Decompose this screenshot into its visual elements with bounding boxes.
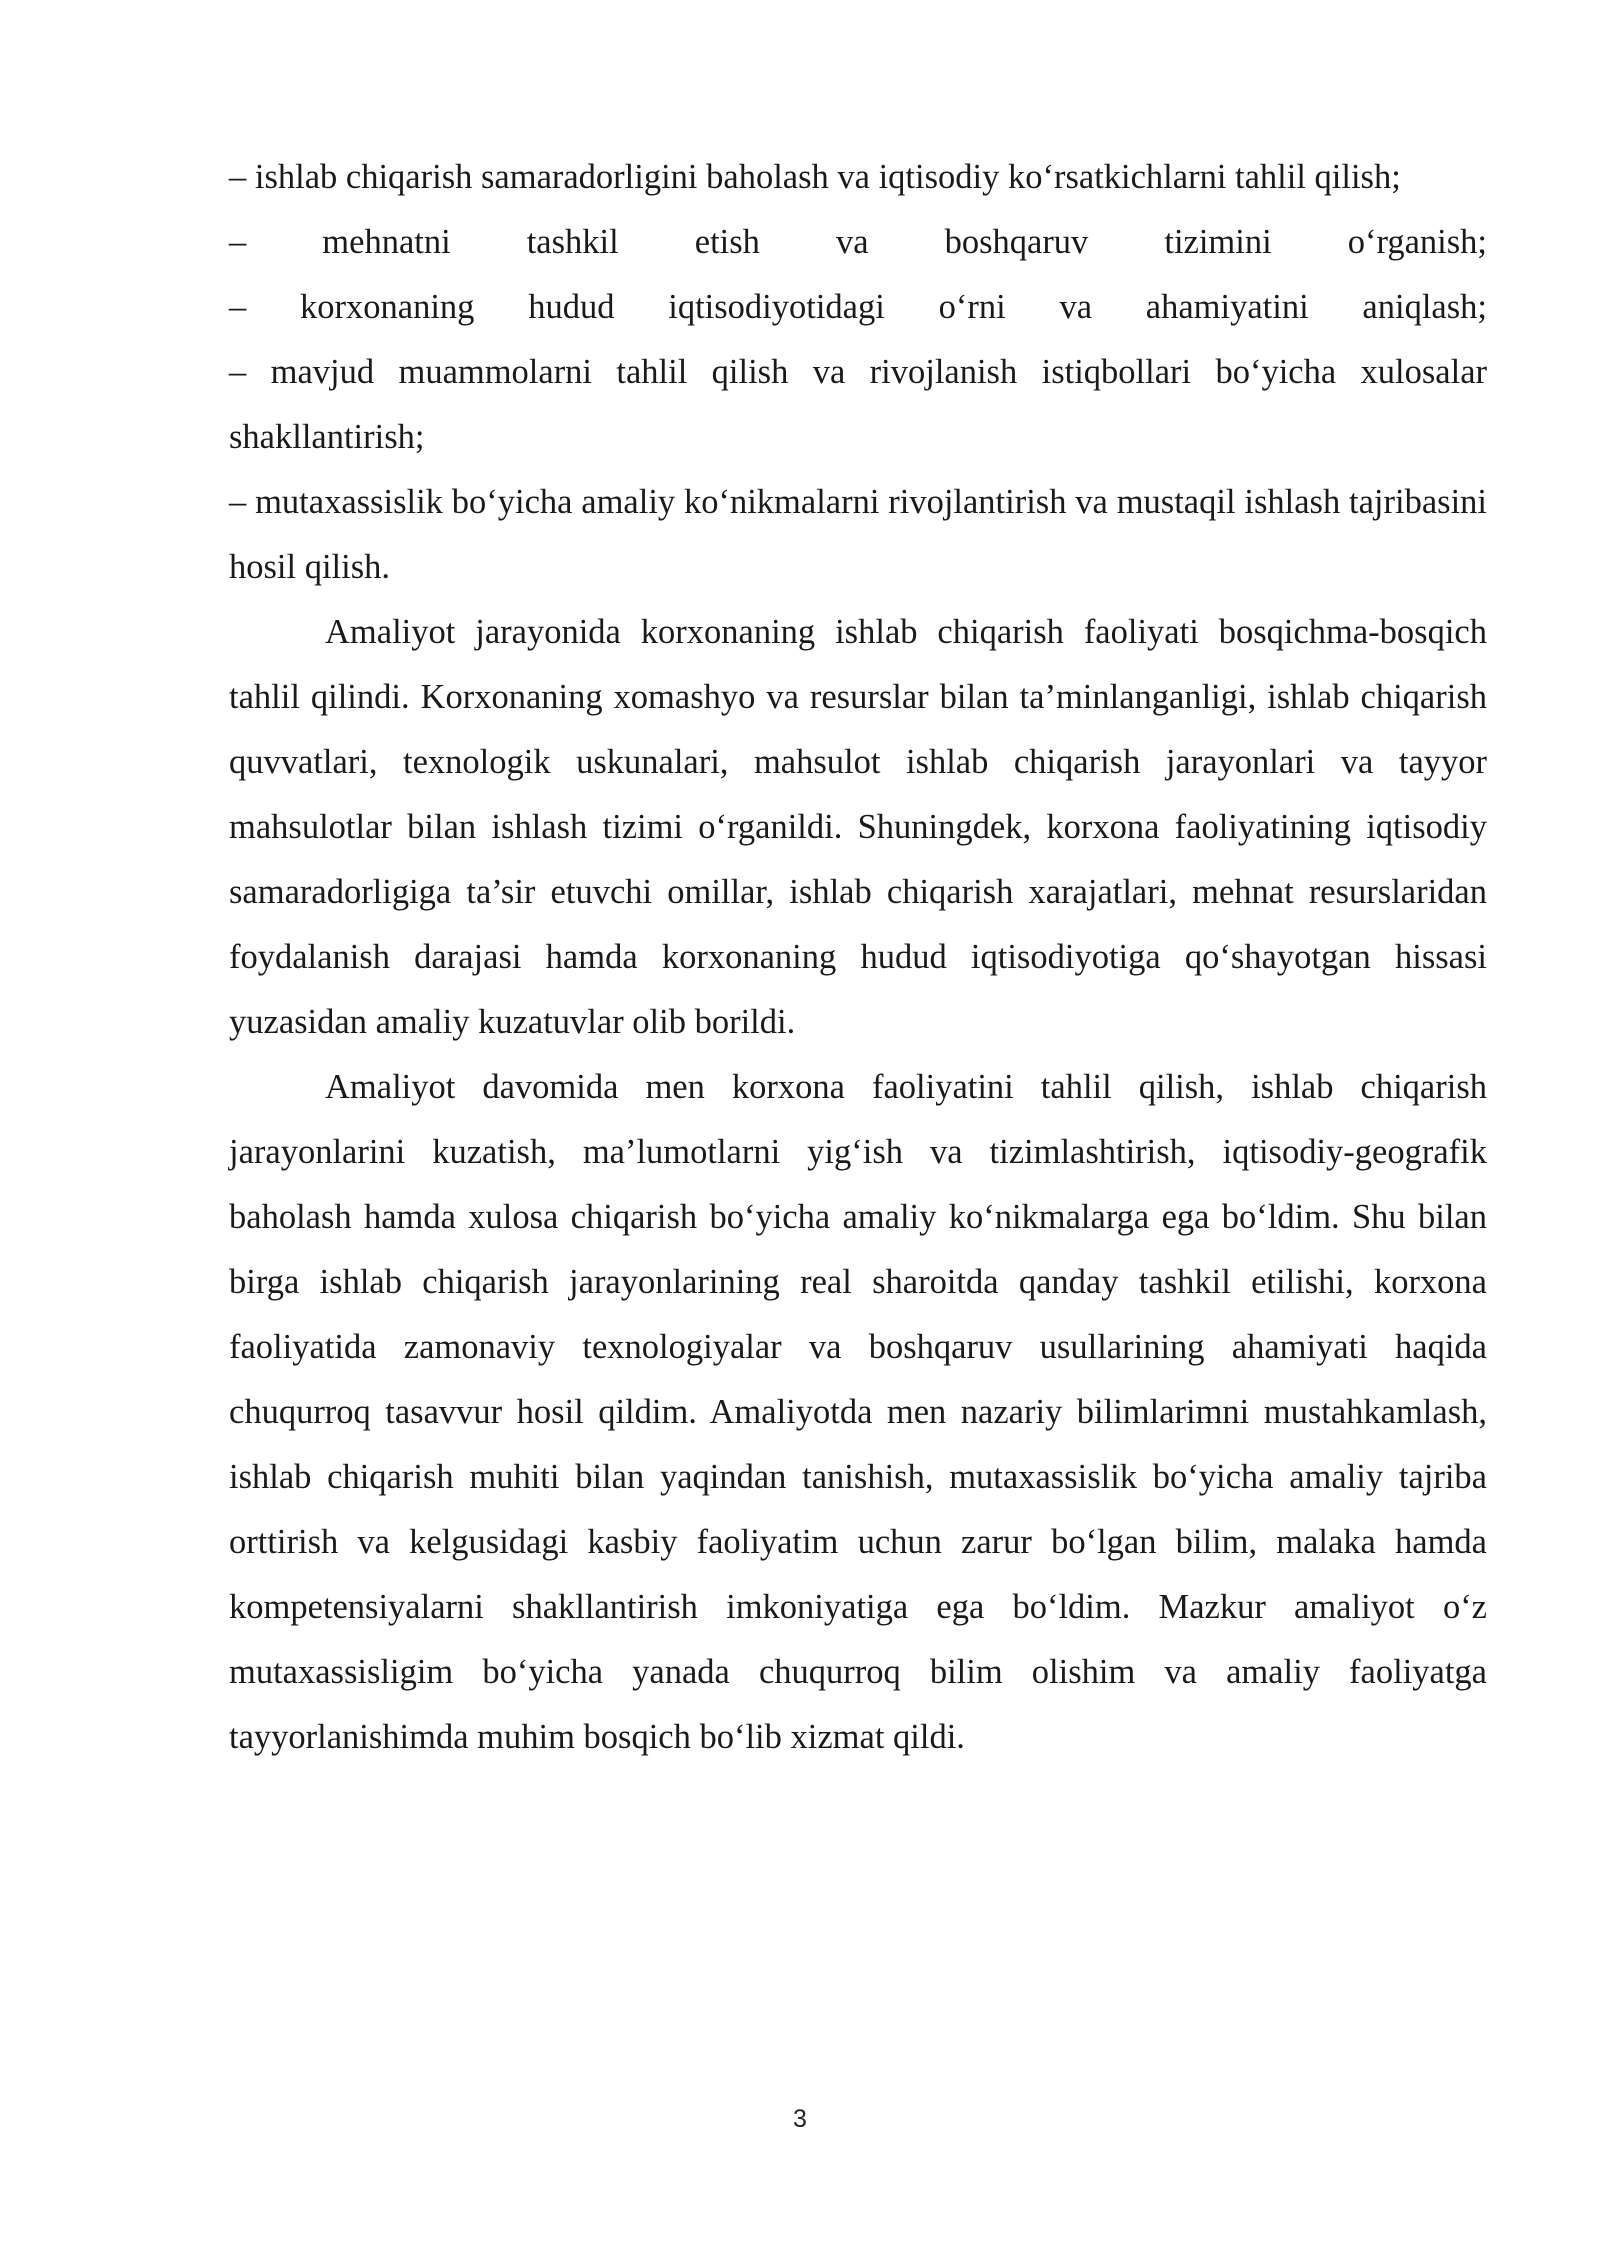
page-body — [229, 145, 1487, 1770]
list-item: – mavjud muammolarni tahlil qilish va rivojlanish istiqbollari bo‘yicha xulosalar shakllantirish; — [229, 353, 1487, 456]
list-item: – ishlab chiqarish samaradorligini baholash va iqtisodiy ko‘rsatkichlarni tahlil qilish; — [229, 158, 1401, 196]
list-item: – mutaxassislik bo‘yicha amaliy ko‘nikmalarni rivojlantirish va mustaqil ishlash tajribasini hosil qilish. — [229, 483, 1487, 586]
list-item: – mehnatni tashkil etish va boshqaruv tizimini o‘rganish; — [229, 223, 1487, 261]
list-item: – korxonaning hudud iqtisodiyotidagi o‘rni va ahamiyatini aniqlash; — [229, 288, 1487, 326]
page-number: 3 — [793, 2105, 807, 2133]
body-paragraph: Amaliyot davomida men korxona faoliyatini tahlil qilish, ishlab chiqarish jarayonlarini kuzatish, ma’lumotlarni yig‘ish va tizimlashtirish, iqtisodiy-geografik baholash hamda xulosa chiqarish bo‘yicha amaliy ko‘nikmalarga ega bo‘ldim. Shu bilan birga ishlab chiqarish jarayonlarining real sharoitda qanday tashkil etilishi, korxona faoliyatida zamonaviy texnologiyalar va boshqaruv usullarining ahamiyati haqida chuqurroq tasavvur hosil qildim. Amaliyotda men nazariy bilimlarimni mustahkamlash, ishlab chiqarish muhiti bilan yaqindan tanishish, mutaxassislik bo‘yicha amaliy tajriba orttirish va kelgusidagi kasbiy faoliyatim uchun zarur bo‘lgan bilim, malaka hamda kompetensiyalarni shakllantirish imkoniyatiga ega bo‘ldim. Mazkur amaliyot o‘z mutaxassisligim bo‘yicha yanada chuqurroq bilim olishim va amaliy faoliyatga tayyorlanishimda muhim bosqich bo‘lib xizmat qildi. — [229, 1068, 1487, 1756]
body-paragraph: Amaliyot jarayonida korxonaning ishlab chiqarish faoliyati bosqichma-bosqich tahlil qilindi. Korxonaning xomashyo va resurslar bilan ta’minlanganligi, ishlab chiqarish quvvatlari, texnologik uskunalari, mahsulot ishlab chiqarish jarayonlari va tayyor mahsulotlar bilan ishlash tizimi o‘rganildi. Shuningdek, korxona faoliyatining iqtisodiy samaradorligiga ta’sir etuvchi omillar, ishlab chiqarish xarajatlari, mehnat resurslaridan foydalanish darajasi hamda korxonaning hudud iqtisodiyotiga qo‘shayotgan hissasi yuzasidan amaliy kuzatuvlar olib borildi. — [229, 613, 1487, 1041]
